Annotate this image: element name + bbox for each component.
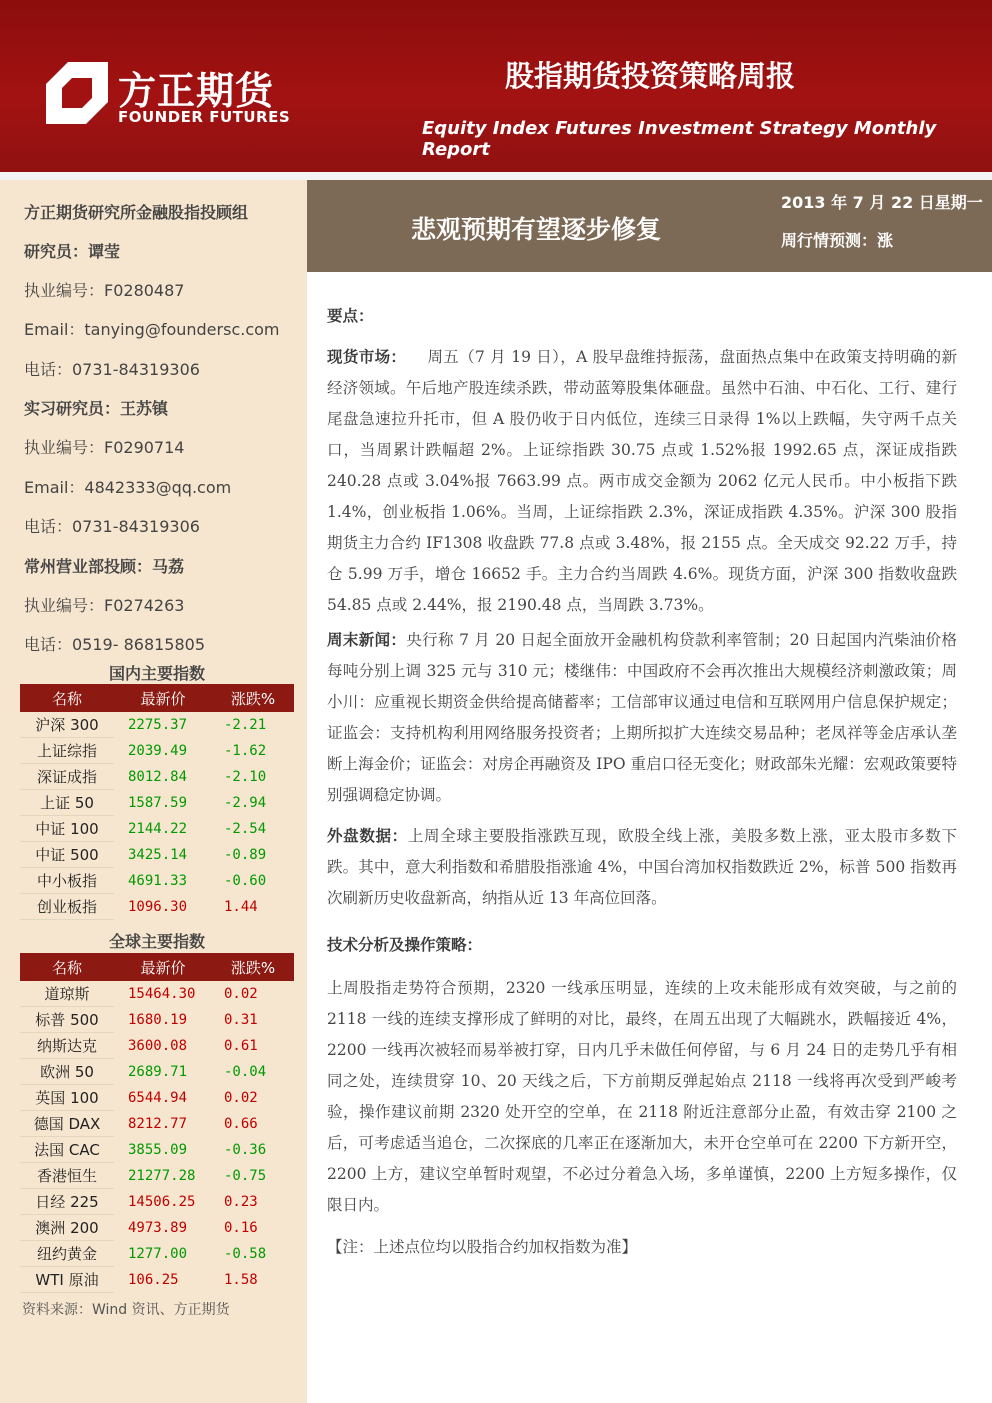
spot-market-text: 周五（7 月 19 日），A 股早盘维持振荡，盘面热点集中在政策支持明确的新经济领域。午后地产股连续杀跌，带动蓝筹股集体砸盘。虽然中石油、中石化、工行、建行尾盘急速拉升托市，但 A 股仍收于日内低位，连续三日录得 1%以上跌幅，失守两千点关口，当周累计跌幅超 2%。上证综指跌 30.75 点或 1.52%报 1992.65 点，深证成指跌 240.28 点或 3.04%报 7663.99 点。两市成交金额为 2062 亿元人民币。中小板指下跌 1.4%，创业板指 1.06%。当周，上证综指跌 2.3%，深证成指跌 4.35%。沪深 300 股指期货主力合约 IF1308 收盘跌 77.8 点或 3.48%，报 2155 点。全天成交 92.22 万手，持仓 5.99 万手，增仓 16652 手。主力合约当周跌 4.6%。现货方面，沪深 300 指数收盘跌 54.85 点或 2.44%，报 2190.48 点，当周跌 3.73%。: [327, 348, 957, 614]
table-row: [20, 712, 294, 738]
index-name-cell: 纳斯达克: [20, 1033, 114, 1059]
index-name-cell: 香港恒生: [20, 1163, 114, 1189]
weekly-forecast: 周行情预测：涨: [781, 231, 894, 250]
index-price-cell: 2689.71: [128, 1063, 188, 1080]
global-index-table: [20, 953, 294, 1293]
index-name-cell: 上证 50: [20, 790, 114, 816]
table-row: [20, 1111, 294, 1137]
technical-analysis-text: 上周股指走势符合预期，2320 一线承压明显，连续的上攻未能形成有效突破，与之前的 2118 一线的连续支撑形成了鲜明的对比，最终，在周五出现了大幅跳水，跌幅接近 4%，2200 一线再次被轻而易举被打穿，日内几乎未做任何停留，与 6 月 24 日的走势几乎有相同之处，连续贯穿 10、20 天线之后，下方前期反弹起始点 2118 一线将再次受到严峻考验，操作建议前期 2320 处开空的空单，在 2118 附近注意部分止盈，有效击穿 2100 之后，可考虑适当追仓，二次探底的几率正在逐渐加大，未开仓空单可在 2200 下方新开空，2200 上方，建议空单暂时观望，不必过分着急入场，多单谨慎，2200 上方短多操作，仅限日内。: [327, 979, 957, 1214]
intern-name: 实习研究员：王苏镇: [24, 399, 169, 418]
table-row: [20, 1085, 294, 1111]
table-row: [20, 1007, 294, 1033]
index-name-cell: 中小板指: [20, 868, 114, 894]
index-price-cell: 3425.14: [128, 846, 188, 863]
table-row: [20, 1241, 294, 1267]
index-price-cell: 3600.08: [128, 1037, 188, 1054]
weekend-news-text: 央行称 7 月 20 日起全面放开金融机构贷款利率管制；20 日起国内汽柴油价格每吨分别上调 325 元与 310 元；楼继伟：中国政府不会再次推出大规模经济刺激政策；周小川：应重视长期资金供给提高储蓄率；工信部审议通过电信和互联网用户信息保护规定；证监会：支持机构利用网络服务投资者；上期所拟扩大连续交易品种；老凤祥等金店承认垄断上海金价；证监会：对房企再融资及 IPO 重启口径无变化；财政部朱光耀：宏观政策要特别强调稳定协调。: [327, 631, 957, 804]
index-change-cell: 0.02: [224, 1089, 258, 1106]
data-source: 资料来源：Wind 资讯、方正期货: [22, 1302, 230, 1318]
logo-text-en: FOUNDER FUTURES: [118, 108, 291, 126]
table-row: [20, 1033, 294, 1059]
foreign-market-label: 外盘数据：: [327, 826, 408, 845]
index-price-cell: 1277.00: [128, 1245, 188, 1262]
index-price-cell: 8212.77: [128, 1115, 188, 1132]
key-points-heading: 要点：: [327, 306, 374, 325]
index-price-cell: 1587.59: [128, 794, 188, 811]
index-change-cell: 0.02: [224, 985, 258, 1002]
researcher-phone: 电话：0731-84319306: [24, 360, 200, 379]
index-change-cell: 0.16: [224, 1219, 258, 1236]
col-header-price: 最新价: [114, 953, 212, 981]
index-change-cell: 1.44: [224, 898, 258, 915]
table-row: [20, 1215, 294, 1241]
index-name-cell: 中证 500: [20, 842, 114, 868]
index-name-cell: 澳洲 200: [20, 1215, 114, 1241]
foreign-market-text: 上周全球主要股指涨跌互现，欧股全线上涨，美股多数上涨，亚太股市多数下跌。其中，意大利指数和希腊股指涨逾 4%，中国台湾加权指数跌近 2%，标普 500 指数再次刷新历史收盘新高，纳指从近 13 年高位回落。: [327, 827, 957, 907]
index-price-cell: 21277.28: [128, 1167, 196, 1184]
table-row: [20, 816, 294, 842]
researcher-email[interactable]: Email：tanying@foundersc.com: [24, 320, 280, 339]
advisor-name: 常州营业部投顾：马荔: [24, 557, 185, 576]
index-name-cell: 创业板指: [20, 894, 114, 920]
index-price-cell: 1680.19: [128, 1011, 188, 1028]
index-change-cell: -1.62: [224, 742, 267, 759]
index-change-cell: 0.23: [224, 1193, 258, 1210]
col-header-price: 最新价: [114, 684, 212, 712]
col-header-name: 名称: [20, 684, 114, 712]
index-change-cell: -0.60: [224, 872, 267, 889]
founder-logo-icon: [46, 62, 108, 124]
index-name-cell: 法国 CAC: [20, 1137, 114, 1163]
table-row: [20, 790, 294, 816]
index-price-cell: 3855.09: [128, 1141, 188, 1158]
index-price-cell: 2275.37: [128, 716, 188, 733]
index-price-cell: 4691.33: [128, 872, 188, 889]
table-row: [20, 1163, 294, 1189]
weekend-news-label: 周末新闻：: [327, 630, 407, 649]
table-row: [20, 1189, 294, 1215]
table-header-row: [20, 953, 294, 981]
researcher-name: 研究员：谭莹: [24, 242, 121, 261]
report-date: 2013 年 7 月 22 日星期一: [781, 193, 983, 212]
index-change-cell: 0.66: [224, 1115, 258, 1132]
index-price-cell: 6544.94: [128, 1089, 188, 1106]
index-price-cell: 4973.89: [128, 1219, 188, 1236]
index-change-cell: 1.58: [224, 1271, 258, 1288]
table-row: [20, 1267, 294, 1293]
logo-text-cn: 方正期货: [118, 69, 275, 113]
index-price-cell: 8012.84: [128, 768, 188, 785]
domestic-index-table: [20, 684, 294, 920]
col-header-name: 名称: [20, 953, 114, 981]
index-name-cell: 标普 500: [20, 1007, 114, 1033]
global-table-title: 全球主要指数: [108, 932, 205, 951]
col-header-change: 涨跌%: [212, 684, 294, 712]
index-name-cell: WTI 原油: [20, 1267, 114, 1293]
advisor-license: 执业编号：F0274263: [24, 596, 185, 615]
table-row: [20, 894, 294, 920]
intern-email[interactable]: Email：4842333@qq.com: [24, 478, 232, 497]
report-title-en: Equity Index Futures Investment Strategy Monthly Report: [422, 118, 937, 160]
index-change-cell: -0.04: [224, 1063, 267, 1080]
index-change-cell: 0.31: [224, 1011, 258, 1028]
table-row: [20, 1059, 294, 1085]
table-row: [20, 764, 294, 790]
table-row: [20, 842, 294, 868]
report-title-cn: 股指期货投资策略周报: [505, 59, 796, 93]
index-name-cell: 中证 100: [20, 816, 114, 842]
index-change-cell: -2.54: [224, 820, 267, 837]
table-row: [20, 738, 294, 764]
index-name-cell: 英国 100: [20, 1085, 114, 1111]
index-change-cell: -2.94: [224, 794, 267, 811]
index-price-cell: 106.25: [128, 1271, 179, 1288]
report-headline: 悲观预期有望逐步修复: [411, 215, 662, 244]
index-name-cell: 深证成指: [20, 764, 114, 790]
index-change-cell: -0.36: [224, 1141, 267, 1158]
index-name-cell: 沪深 300: [20, 712, 114, 738]
index-price-cell: 2039.49: [128, 742, 188, 759]
note-section: [327, 1232, 957, 1263]
index-name-cell: 德国 DAX: [20, 1111, 114, 1137]
researcher-license: 执业编号：F0280487: [24, 281, 185, 300]
index-price-cell: 15464.30: [128, 985, 196, 1002]
index-price-cell: 2144.22: [128, 820, 188, 837]
index-change-cell: -2.10: [224, 768, 267, 785]
team-name: 方正期货研究所金融股指投顾组: [24, 203, 249, 222]
advisor-phone: 电话：0519- 86815805: [24, 635, 206, 654]
spot-market-label: 现货市场：: [327, 347, 407, 366]
index-change-cell: -0.58: [224, 1245, 267, 1262]
intern-license: 执业编号：F0290714: [24, 438, 185, 457]
index-change-cell: -0.89: [224, 846, 267, 863]
header-divider: [0, 172, 992, 180]
index-name-cell: 日经 225: [20, 1189, 114, 1215]
title-bar: [307, 180, 992, 272]
intern-phone: 电话：0731-84319306: [24, 517, 200, 536]
index-name-cell: 欧洲 50: [20, 1059, 114, 1085]
spot-market-section: [327, 341, 957, 621]
note-text: 【注：上述点位均以股指合约加权指数为准】: [327, 1238, 638, 1256]
index-change-cell: -0.75: [224, 1167, 267, 1184]
report-header: [0, 0, 992, 180]
foreign-market-section: [327, 820, 957, 914]
domestic-table-title: 国内主要指数: [108, 664, 205, 683]
weekend-news-section: [327, 624, 957, 811]
index-change-cell: 0.61: [224, 1037, 258, 1054]
index-name-cell: 道琼斯: [20, 981, 114, 1007]
table-row: [20, 1137, 294, 1163]
index-name-cell: 纽约黄金: [20, 1241, 114, 1267]
technical-analysis-section: [327, 973, 957, 1221]
table-row: [20, 868, 294, 894]
technical-analysis-heading: 技术分析及操作策略：: [327, 935, 483, 954]
index-change-cell: -2.21: [224, 716, 267, 733]
index-name-cell: 上证综指: [20, 738, 114, 764]
table-header-row: [20, 684, 294, 712]
table-row: [20, 981, 294, 1007]
index-price-cell: 1096.30: [128, 898, 188, 915]
col-header-change: 涨跌%: [212, 953, 294, 981]
index-price-cell: 14506.25: [128, 1193, 196, 1210]
